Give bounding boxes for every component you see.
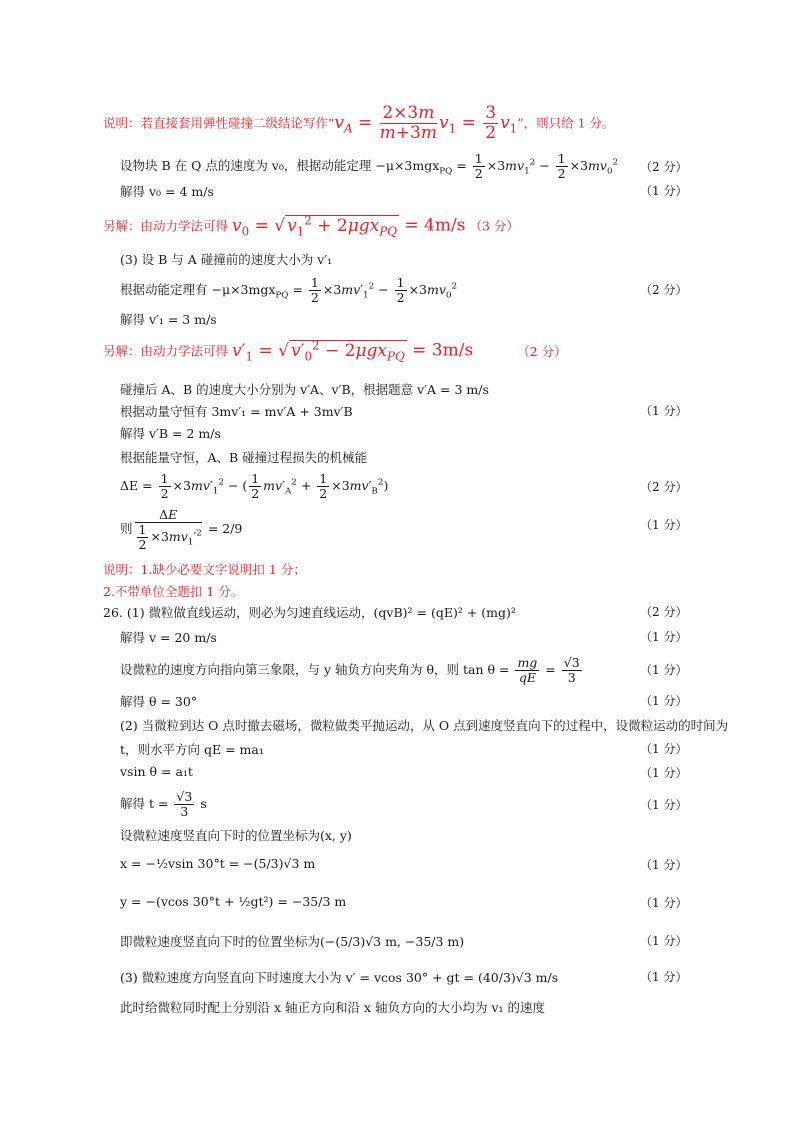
- alt-score: （3 分）: [469, 218, 519, 234]
- alt-label: 另解：由动力学法可得: [103, 343, 229, 359]
- kinetic-theorem-line: 设物块 B 在 Q 点的速度为 v₀，根据动能定理 −μ×3mgx$_{PQ}$ = $\frac{1}{2}$ $\times 3mv_1^2$ − $\frac{1}{2}$ $\times 3mv_0^2$: [120, 151, 619, 181]
- q26-direction: 设微粒的速度方向指向第三象限，与 y 轴负方向夹角为 θ，则 tan θ = $\frac{mg}{qE}$ = $\frac{√3}{3}$: [120, 655, 580, 685]
- body-text: 设微粒的速度方向指向第三象限，与 y 轴负方向夹角为 θ，则 tan θ =: [120, 661, 510, 677]
- alt-label: 另解：由动力学法可得: [103, 218, 229, 234]
- part3-theorem: 根据动能定理有 −μ×3mgx$_{PQ}$ = $\frac{1}{2}$ $\times 3mv'_1^2$ − $\frac{1}{2}$ $\times 3mv_0^2$: [120, 275, 458, 305]
- part3-intro: (3) 设 B 与 A 碰撞前的速度大小为 v′₁: [120, 252, 333, 267]
- body-text: 根据动能定理有 −μ×3mgx: [120, 281, 276, 297]
- score-badge: （1 分）: [640, 766, 688, 780]
- q26-part1: [103, 603, 800, 621]
- score-badge: （1 分）: [640, 663, 688, 677]
- q26-part2-force: t，则水平方向 qE = ma₁: [120, 742, 264, 757]
- score-badge: （1 分）: [640, 858, 688, 872]
- q26-part2-intro: (2) 当微粒到达 O 点时撤去磁场，微粒做类平抛运动，从 O 点到速度竖直向下的过程中，设微粒运动的时间为: [120, 718, 729, 733]
- alt-result: = 3m/s: [412, 340, 474, 361]
- ratio-value: = 2/9: [207, 521, 243, 537]
- note-text: ”，则只给 1 分。: [517, 115, 615, 131]
- note-direct-formula: 说明：若直接套用弹性碰撞二级结论写作“$v_A$ = $\frac{2\times 3m}{m+3m}$ $v_1$ = $\frac{3}{2}$ $v_1$”，则只给 1 分。: [103, 103, 615, 143]
- score-badge: （1 分）: [640, 742, 688, 756]
- q26-vsin: vsin θ = a₁t: [120, 764, 193, 779]
- score-badge: （1 分）: [640, 630, 688, 644]
- body-text: 解得 t =: [120, 795, 169, 811]
- score-badge: （1 分）: [640, 798, 688, 812]
- q26-x: x = −½vsin 30°t = −(5/3)√3 m: [120, 856, 316, 871]
- note-text: 说明：若直接套用弹性碰撞二级结论写作“: [103, 115, 335, 131]
- score-badge: （1 分）: [640, 184, 688, 198]
- q26-y: y = −(vcos 30°t + ½gt²) = −35/3 m: [120, 894, 347, 909]
- ratio-prefix: 则: [120, 521, 133, 537]
- alt-solution-2: 另解：由动力学法可得 $v'_1$ = √ $v'_0^2 - 2\mu gx_{PQ} = 3m/s$ （2 分）: [103, 338, 567, 364]
- q26-part3: (3) 微粒速度方向竖直向下时速度大小为 v′ = vcos 30° + gt = (40/3)√3 m/s: [120, 970, 559, 985]
- note-missing-text: 说明：1.缺少必要文字说明扣 1 分；: [103, 562, 306, 577]
- score-badge: （1 分）: [640, 404, 688, 418]
- score-badge: （2 分）: [640, 160, 688, 174]
- score-badge: （1 分）: [640, 896, 688, 910]
- delta-e-line: ΔE = $\frac{1}{2}$ $\times 3mv'_1^2$ − ( $\frac{1}{2}$ $mv'_A^2$ + $\frac{1}{2}$ $\times 3mv'_B^2$): [120, 471, 389, 501]
- score-badge: （2 分）: [640, 283, 688, 297]
- collision-line: 碰撞后 A、B 的速度大小分别为 v′A、v′B，根据题意 v′A = 3 m/s: [120, 382, 489, 397]
- q26-t-result: 解得 t = $\frac{√3}{3}$ s: [120, 789, 207, 819]
- question-number: 26.: [103, 605, 123, 620]
- energy-line: 根据能量守恒，A、B 碰撞过程损失的机械能: [120, 450, 368, 465]
- ratio-line: 则 ΔE $\frac{1}{2}$ $\times 3mv_1'^2$ = 2/9: [120, 507, 243, 552]
- score-badge: （1 分）: [640, 970, 688, 984]
- vb-result: 解得 v′B = 2 m/s: [120, 426, 221, 441]
- q26-position-intro: 设微粒速度竖直向下时的位置坐标为(x, y): [120, 828, 352, 843]
- q26-coordinate: 即微粒速度竖直向下时的位置坐标为(−(5/3)√3 m, −35/3 m): [120, 934, 465, 949]
- alt-solution-1: 另解：由动力学法可得 $v_0$ = √ $v_1^2 + 2\mu gx_{PQ} = 4m/s$ （3 分）: [103, 213, 519, 239]
- score-badge: （1 分）: [640, 934, 688, 948]
- score-badge: （2 分）: [640, 480, 688, 494]
- q26-v-result: 解得 v = 20 m/s: [120, 630, 217, 645]
- q26-theta-result: 解得 θ = 30°: [120, 694, 198, 709]
- score-badge: （2 分）: [640, 605, 688, 619]
- momentum-line: 根据动量守恒有 3mv′₁ = mv′A + 3mv′B: [120, 404, 353, 419]
- body-text: 设物块 B 在 Q 点的速度为 v₀，根据动能定理 −μ×3mgx: [120, 157, 440, 173]
- v1-result: 解得 v′₁ = 3 m/s: [120, 312, 217, 327]
- note-units: 2.不带单位全题扣 1 分。: [103, 584, 244, 599]
- score-badge: （1 分）: [640, 694, 688, 708]
- v0-result: 解得 v₀ = 4 m/s: [120, 184, 214, 199]
- q26-last: 此时给微粒同时配上分别沿 x 轴正方向和沿 x 轴负方向的大小均为 v₁ 的速度: [120, 1000, 546, 1015]
- alt-score: （2 分）: [517, 343, 567, 359]
- score-badge: （1 分）: [640, 518, 688, 532]
- alt-result: = 4m/s: [404, 215, 466, 236]
- delta-e-label: ΔE =: [120, 477, 153, 493]
- body-text: (1) 微粒做直线运动，则必为匀速直线运动，(qvB)² = (qE)² + (mg)²: [126, 605, 516, 620]
